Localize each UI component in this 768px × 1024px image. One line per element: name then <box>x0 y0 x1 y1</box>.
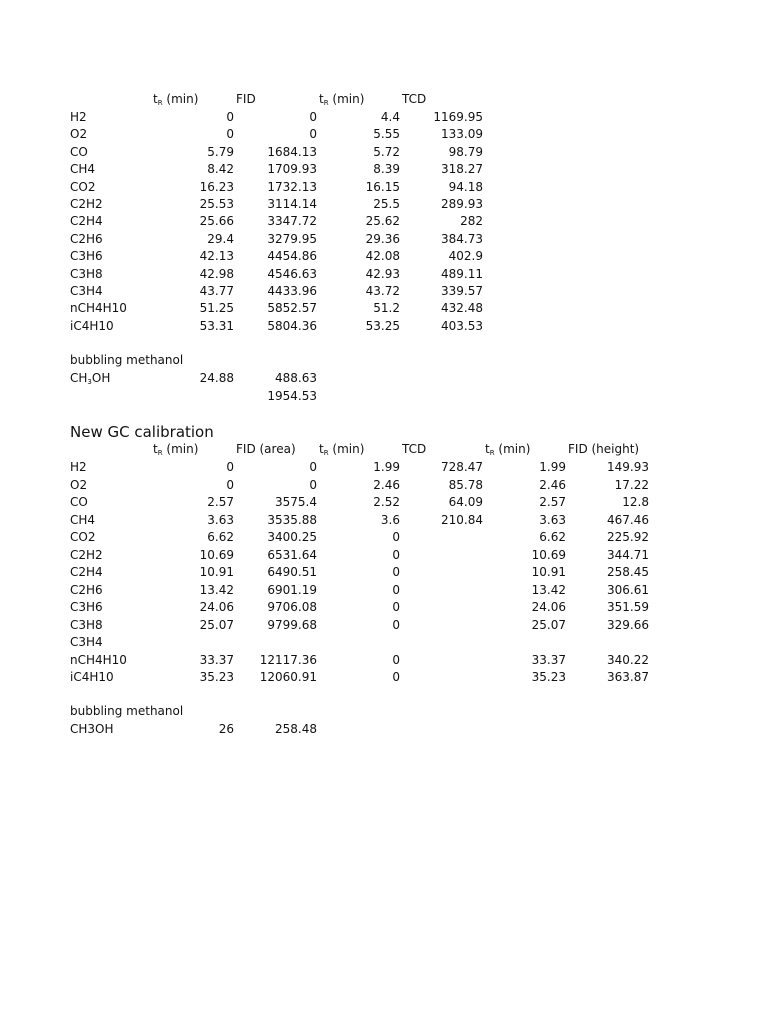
fid-height-value: 12.8 <box>622 495 649 509</box>
tcd-value: 402.9 <box>448 249 483 264</box>
header-subscript: R <box>323 99 329 107</box>
bubbling-methanol-label: bubbling methanol <box>70 704 184 718</box>
table1-header-tr-tcd <box>319 91 364 108</box>
fid-area-retention-time: 2.57 <box>207 495 234 509</box>
fid-area-value: 0 <box>309 460 317 474</box>
fid-area-retention-time: 0 <box>226 460 234 474</box>
fid-value: 1684.13 <box>267 144 317 159</box>
fid-area-value: 3400.25 <box>267 530 317 544</box>
fid-height-value: 149.93 <box>607 460 649 474</box>
fid-value: 3347.72 <box>267 214 317 229</box>
compound-name: C2H2 <box>70 197 103 211</box>
table-row <box>0 512 768 529</box>
table2-header-fid-height: FID (height) <box>568 442 640 456</box>
fid-area-retention-time: 3.63 <box>207 512 234 527</box>
compound-name: C2H2 <box>70 547 103 562</box>
table-row <box>0 564 768 581</box>
tcd-retention-time: 5.55 <box>373 127 400 142</box>
table2-header-tcd: TCD <box>402 442 427 456</box>
table-row <box>0 477 768 494</box>
fid-retention-time: 0 <box>226 127 234 142</box>
methanol-name: CH3OH <box>70 722 114 736</box>
fid-area-value: 6490.51 <box>267 565 317 579</box>
table-row <box>0 634 768 651</box>
fid-height-retention-time: 25.07 <box>531 617 566 632</box>
table-row <box>0 547 768 564</box>
tcd-value: 94.18 <box>448 179 483 194</box>
fid-retention-time: 42.98 <box>199 266 234 281</box>
fid-area-value: 6531.64 <box>267 547 317 562</box>
compound-name: iC4H10 <box>70 318 114 333</box>
table-row <box>0 196 768 213</box>
compound-name: CO <box>70 144 88 159</box>
fid-height-retention-time: 35.23 <box>531 670 566 684</box>
fid-value: 4454.86 <box>267 249 317 264</box>
table-row <box>0 582 768 599</box>
fid-retention-time: 51.25 <box>199 301 234 316</box>
fid-height-retention-time: 33.37 <box>531 652 566 667</box>
fid-area-value: 9799.68 <box>267 617 317 632</box>
table-row <box>0 126 768 143</box>
fid-retention-time: 25.66 <box>199 214 234 229</box>
methanol-name-part: OH <box>91 371 111 385</box>
table1-header-row <box>0 91 768 108</box>
table2-bubbling-label-row <box>0 703 768 720</box>
fid-retention-time: 16.23 <box>199 179 234 194</box>
compound-name: C3H8 <box>70 266 103 281</box>
tcd-retention-time: 25.5 <box>373 197 400 211</box>
fid-height-retention-time: 24.06 <box>531 600 566 614</box>
compound-name: O2 <box>70 477 88 492</box>
table-row <box>0 248 768 265</box>
tcd-value: 728.47 <box>441 460 483 474</box>
header-t: t <box>319 92 324 106</box>
tcd-retention-time: 29.36 <box>365 231 400 246</box>
tcd-value: 282 <box>460 214 483 229</box>
table-row <box>0 669 768 686</box>
fid-area-retention-time: 13.42 <box>199 582 234 597</box>
fid-height-value: 467.46 <box>607 512 649 527</box>
compound-name: C2H6 <box>70 231 103 246</box>
methanol-name <box>70 370 110 387</box>
fid-height-value: 363.87 <box>607 670 649 684</box>
compound-name: H2 <box>70 110 87 124</box>
methanol-fid: 258.48 <box>275 722 317 736</box>
tcd-retention-time: 16.15 <box>365 179 400 194</box>
table-row <box>0 529 768 546</box>
fid-value: 3114.14 <box>267 197 317 211</box>
compound-name: C3H6 <box>70 600 103 614</box>
fid-height-retention-time: 1.99 <box>539 460 566 474</box>
table-row <box>0 599 768 616</box>
methanol-extra-value: 1954.53 <box>267 389 317 403</box>
fid-area-value: 12117.36 <box>259 652 317 667</box>
compound-name: H2 <box>70 460 87 474</box>
fid-area-retention-time: 33.37 <box>199 652 234 667</box>
fid-area-value: 0 <box>309 477 317 492</box>
header-subscript: R <box>157 449 163 457</box>
compound-name: C3H4 <box>70 635 103 649</box>
tcd-retention-time: 0 <box>392 670 400 684</box>
header-unit: (min) <box>328 442 365 456</box>
compound-name: C2H4 <box>70 565 103 579</box>
fid-height-retention-time: 2.57 <box>539 495 566 509</box>
fid-height-value: 344.71 <box>607 547 649 562</box>
fid-retention-time: 29.4 <box>207 231 234 246</box>
tcd-retention-time: 42.08 <box>365 249 400 264</box>
fid-area-value: 9706.08 <box>267 600 317 614</box>
fid-area-retention-time: 24.06 <box>199 600 234 614</box>
table-row <box>0 161 768 178</box>
compound-name: CH4 <box>70 512 96 527</box>
compound-name: iC4H10 <box>70 670 114 684</box>
table-row <box>0 231 768 248</box>
table1-bubbling-label-row <box>0 352 768 369</box>
fid-value: 5804.36 <box>267 318 317 333</box>
compound-name: CH4 <box>70 162 96 177</box>
compound-name: C2H6 <box>70 582 103 597</box>
fid-area-value: 3535.88 <box>267 512 317 527</box>
fid-height-retention-time: 10.91 <box>531 565 566 579</box>
fid-height-value: 258.45 <box>607 565 649 579</box>
tcd-retention-time: 25.62 <box>365 214 400 229</box>
header-unit: (min) <box>328 92 365 106</box>
header-unit: (min) <box>162 442 199 456</box>
fid-height-value: 329.66 <box>607 617 649 632</box>
methanol-subscript: 3 <box>87 378 92 386</box>
table-row <box>0 494 768 511</box>
table2-title-row <box>0 422 768 442</box>
table2-header-tr-tcd <box>319 441 364 458</box>
tcd-retention-time: 0 <box>392 652 400 667</box>
tcd-value: 384.73 <box>441 231 483 246</box>
methanol-tr: 26 <box>218 722 234 736</box>
tcd-value: 85.78 <box>448 477 483 492</box>
tcd-retention-time: 8.39 <box>373 162 400 177</box>
compound-name: nCH4H10 <box>70 652 127 667</box>
tcd-value: 339.57 <box>441 284 483 298</box>
table-row <box>0 318 768 335</box>
fid-value: 3279.95 <box>267 231 317 246</box>
fid-retention-time: 5.79 <box>207 144 234 159</box>
table-row <box>0 213 768 230</box>
fid-value: 5852.57 <box>267 301 317 316</box>
methanol-name-part: CH <box>70 371 88 385</box>
fid-area-retention-time: 10.91 <box>199 565 234 579</box>
table1-header-tr-fid <box>153 91 198 108</box>
fid-area-retention-time: 35.23 <box>199 670 234 684</box>
fid-height-value: 306.61 <box>607 582 649 597</box>
bubbling-methanol-label: bubbling methanol <box>70 353 184 367</box>
table-row <box>0 266 768 283</box>
fid-value: 4546.63 <box>267 266 317 281</box>
compound-name: C3H4 <box>70 284 103 298</box>
tcd-retention-time: 2.46 <box>373 477 400 492</box>
tcd-retention-time: 4.4 <box>380 110 400 124</box>
tcd-retention-time: 42.93 <box>365 266 400 281</box>
table2-header-fid-area: FID (area) <box>236 442 296 456</box>
table-row <box>0 179 768 196</box>
table-row <box>0 617 768 634</box>
table1-header-fid: FID <box>236 92 256 106</box>
fid-height-retention-time: 2.46 <box>539 477 566 492</box>
fid-area-retention-time: 10.69 <box>199 547 234 562</box>
table1-methanol-row <box>0 370 768 387</box>
header-t: t <box>153 92 158 106</box>
tcd-retention-time: 53.25 <box>365 318 400 333</box>
fid-area-retention-time: 25.07 <box>199 617 234 632</box>
header-subscript: R <box>489 449 495 457</box>
table-row <box>0 459 768 476</box>
table2-methanol-row <box>0 721 768 738</box>
compound-name: C3H6 <box>70 249 103 264</box>
fid-height-retention-time: 13.42 <box>531 582 566 597</box>
tcd-retention-time: 0 <box>392 582 400 597</box>
fid-retention-time: 43.77 <box>199 284 234 298</box>
table1-header-tcd: TCD <box>402 92 427 106</box>
tcd-value: 64.09 <box>448 495 483 509</box>
tcd-retention-time: 2.52 <box>373 495 400 509</box>
fid-retention-time: 8.42 <box>207 162 234 177</box>
tcd-retention-time: 0 <box>392 600 400 614</box>
fid-area-retention-time: 6.62 <box>207 530 234 544</box>
tcd-value: 210.84 <box>441 512 483 527</box>
table-row <box>0 652 768 669</box>
header-t: t <box>319 442 324 456</box>
table2-header-tr-fid <box>153 441 198 458</box>
tcd-value: 1169.95 <box>433 110 483 124</box>
header-t: t <box>485 442 490 456</box>
fid-value: 1732.13 <box>267 179 317 194</box>
tcd-value: 318.27 <box>441 162 483 177</box>
tcd-value: 98.79 <box>448 144 483 159</box>
fid-value: 0 <box>309 110 317 124</box>
compound-name: nCH4H10 <box>70 301 127 316</box>
tcd-retention-time: 0 <box>392 565 400 579</box>
fid-area-value: 3575.4 <box>275 495 317 509</box>
fid-retention-time: 53.31 <box>199 318 234 333</box>
table-row <box>0 283 768 300</box>
table-row <box>0 144 768 161</box>
tcd-retention-time: 43.72 <box>365 284 400 298</box>
fid-height-retention-time: 10.69 <box>531 547 566 562</box>
compound-name: C2H4 <box>70 214 103 229</box>
tcd-value: 489.11 <box>441 266 483 281</box>
header-subscript: R <box>323 449 329 457</box>
tcd-value: 133.09 <box>441 127 483 142</box>
compound-name: CO <box>70 495 88 509</box>
tcd-value: 289.93 <box>441 197 483 211</box>
table2-header-row <box>0 441 768 458</box>
tcd-retention-time: 0 <box>392 617 400 632</box>
fid-area-value: 12060.91 <box>259 670 317 684</box>
fid-area-value: 6901.19 <box>267 582 317 597</box>
compound-name: O2 <box>70 127 88 142</box>
fid-area-retention-time: 0 <box>226 477 234 492</box>
compound-name: CO2 <box>70 530 96 544</box>
table-row <box>0 109 768 126</box>
tcd-retention-time: 0 <box>392 530 400 544</box>
header-subscript: R <box>157 99 163 107</box>
fid-height-value: 225.92 <box>607 530 649 544</box>
methanol-fid: 488.63 <box>275 371 317 385</box>
table-row <box>0 300 768 317</box>
fid-height-value: 340.22 <box>607 652 649 667</box>
methanol-tr: 24.88 <box>199 371 234 385</box>
fid-value: 1709.93 <box>267 162 317 177</box>
tcd-value: 403.53 <box>441 318 483 333</box>
fid-retention-time: 42.13 <box>199 249 234 264</box>
tcd-retention-time: 0 <box>392 547 400 562</box>
tcd-retention-time: 5.72 <box>373 144 400 159</box>
compound-name: CO2 <box>70 179 96 194</box>
fid-height-value: 351.59 <box>607 600 649 614</box>
table1-extra-row <box>0 388 768 405</box>
header-t: t <box>153 442 158 456</box>
compound-name: C3H8 <box>70 617 103 632</box>
fid-retention-time: 0 <box>226 110 234 124</box>
tcd-retention-time: 51.2 <box>373 301 400 316</box>
fid-height-value: 17.22 <box>614 477 649 492</box>
tcd-retention-time: 1.99 <box>373 460 400 474</box>
tcd-retention-time: 3.6 <box>380 512 400 527</box>
header-unit: (min) <box>494 442 531 456</box>
fid-height-retention-time: 6.62 <box>539 530 566 544</box>
fid-height-retention-time: 3.63 <box>539 512 566 527</box>
fid-value: 0 <box>309 127 317 142</box>
fid-value: 4433.96 <box>267 284 317 298</box>
tcd-value: 432.48 <box>441 301 483 316</box>
table2-title: New GC calibration <box>70 423 214 441</box>
fid-retention-time: 25.53 <box>199 197 234 211</box>
table2-header-tr-height <box>485 441 530 458</box>
header-unit: (min) <box>162 92 199 106</box>
